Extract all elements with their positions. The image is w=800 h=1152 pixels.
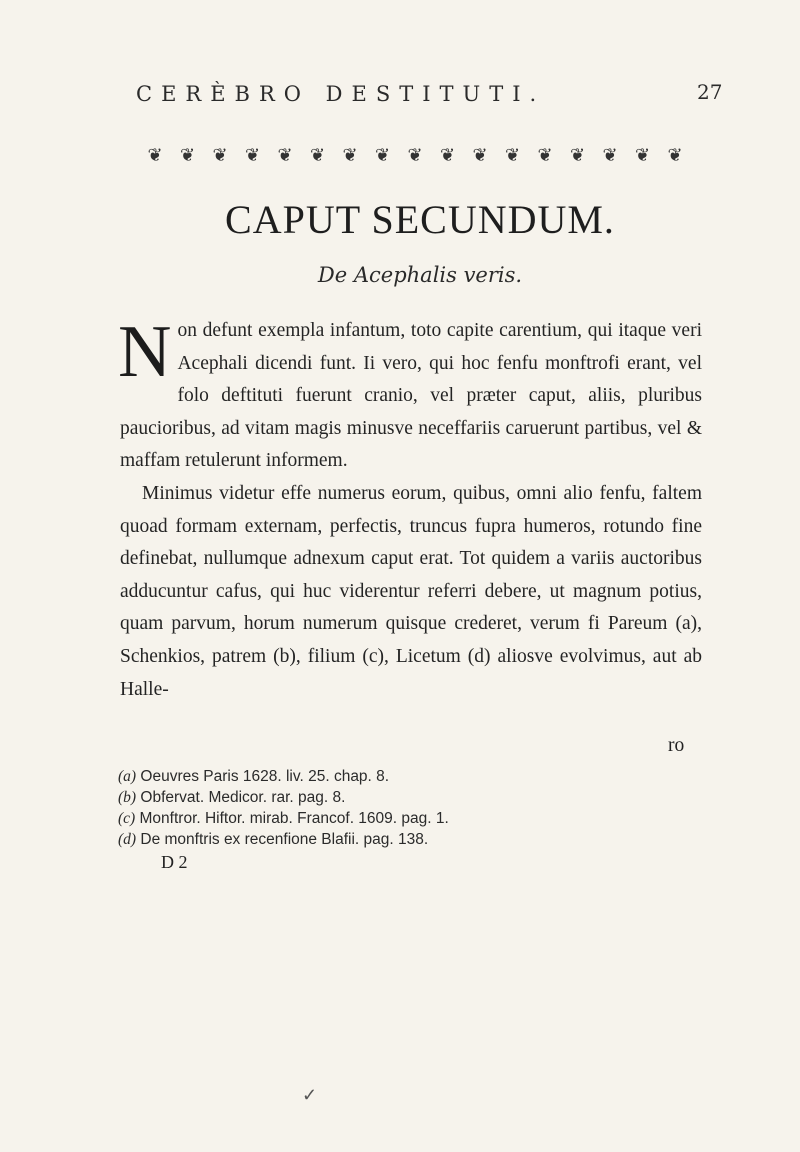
fleuron-icon: ❦	[374, 145, 391, 166]
footnote-text: Oeuvres Paris 1628. liv. 25. chap. 8.	[140, 768, 390, 785]
fleuron-icon: ❦	[342, 145, 358, 166]
footnote-b	[118, 787, 678, 808]
footnote-c	[118, 808, 678, 829]
stray-mark: ✓	[302, 1085, 318, 1106]
footnote-text: Obfervat. Medicor. rar. pag. 8.	[140, 789, 346, 806]
body-text	[118, 311, 702, 706]
fleuron-icon: ❦	[537, 145, 553, 166]
chapter-subtitle: De Acephalis veris.	[317, 263, 523, 287]
footnote-label: (a)	[118, 768, 137, 785]
fleuron-icon: ❦	[569, 145, 586, 166]
fleuron-icon: ❦	[309, 145, 326, 166]
signature-mark: D 2	[161, 852, 188, 872]
fleuron-icon: ❦	[667, 145, 683, 166]
drop-cap: N	[118, 311, 172, 393]
footnote-label: (b)	[118, 789, 137, 806]
paragraph-1-text: on defunt exempla infantum, toto capite carentium, qui itaque veri Acephali dicendi funt. Ii vero, qui hoc fenfu monftrofi erant, vel folo deftituti fuerunt cranio, vel præter caput, aliis, pluribus paucioribus, ad vitam magis minusve neceffariis caruerunt partibus, vel & maffam retulerunt informem.	[120, 320, 702, 472]
footnote-text: Monftror. Hiftor. mirab. Francof. 1609. pag. 1.	[139, 810, 449, 827]
catchword: ro	[668, 735, 685, 756]
footnote-label: (c)	[118, 810, 136, 827]
fleuron-icon: ❦	[407, 145, 423, 166]
paragraph-2: Minimus videtur effe numerus eorum, quibus, omni alio fenfu, faltem quoad formam externam, perfectis, truncus fupra humeros, rotundo fine definebat, nullumque adnexum caput erat. Tot quidem a variis auctoribus adducuntur cafus, qui huc viderentur referri debere, ut magnum potius, quam parvum, horum numerum quisque crederet, verum fi Pareum (a), Schenkios, patrem (b), filium (c), Licetum (d) aliosve evolvimus, aut ab Halle-	[120, 482, 702, 700]
fleuron-icon: ❦	[504, 145, 521, 166]
fleuron-icon: ❦	[602, 145, 618, 166]
footnote-label: (d)	[118, 831, 137, 848]
fleuron-icon: ❦	[212, 145, 228, 166]
fleuron-icon: ❦	[147, 145, 163, 166]
footnote-text: De monftris ex recenfione Blafii. pag. 138.	[140, 831, 429, 848]
running-head: CERÈBRO DESTITUTI.	[136, 82, 546, 106]
ornament-row	[145, 146, 685, 166]
chapter-title: CAPUT SECUNDUM.	[225, 197, 615, 242]
fleuron-icon: ❦	[634, 145, 651, 166]
fleuron-icon: ❦	[472, 145, 488, 166]
footnotes	[118, 766, 678, 850]
fleuron-icon: ❦	[179, 145, 196, 166]
page-number: 27	[697, 80, 723, 104]
fleuron-icon: ❦	[277, 145, 293, 166]
fleuron-icon: ❦	[244, 145, 261, 166]
fleuron-icon: ❦	[439, 145, 456, 166]
paragraph-1	[118, 311, 702, 478]
footnote-d	[118, 829, 678, 850]
footnote-a	[118, 766, 678, 787]
